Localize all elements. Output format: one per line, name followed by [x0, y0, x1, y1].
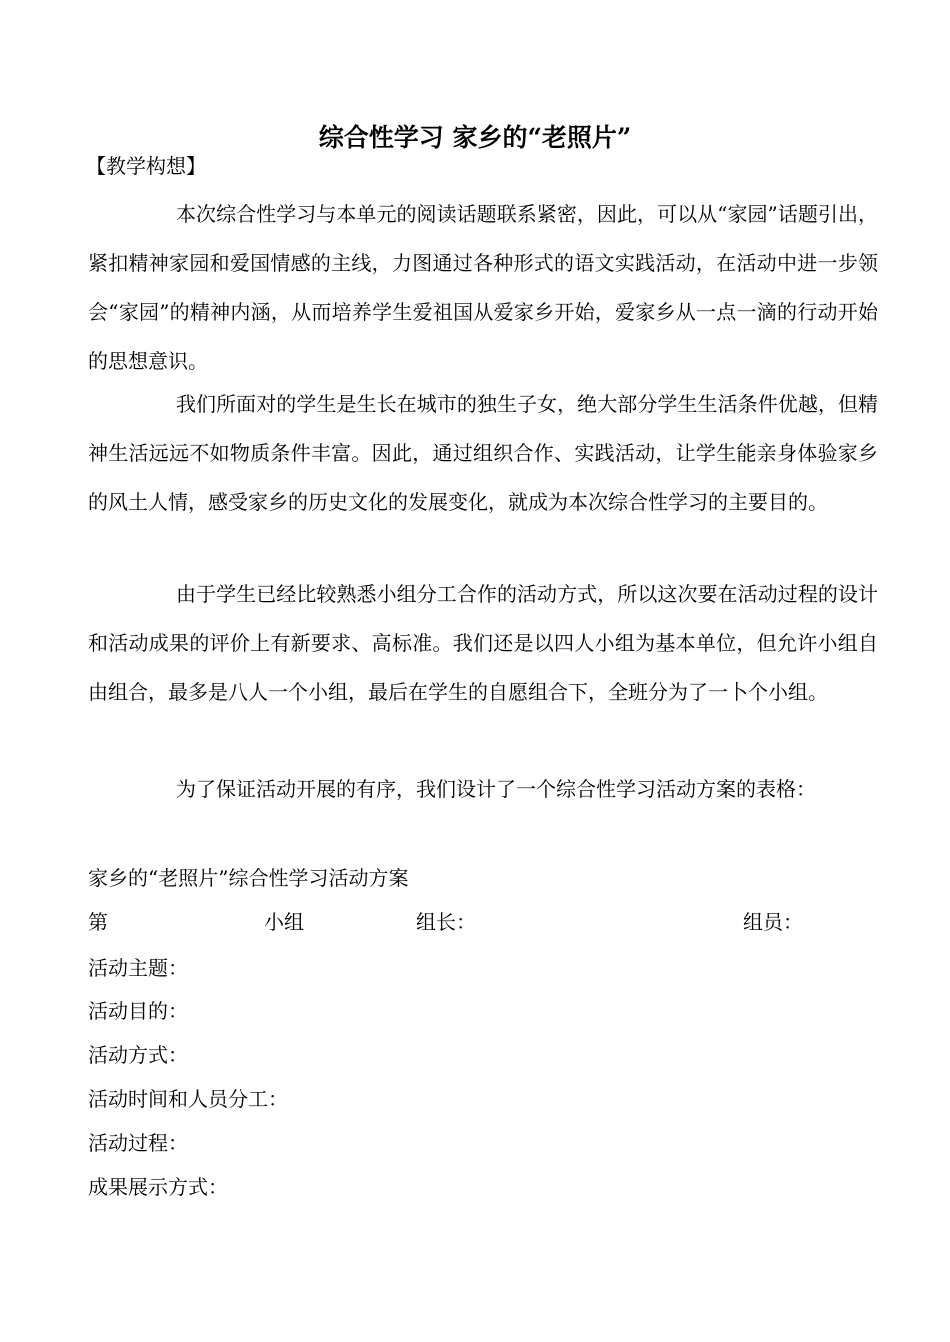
form-header-row: [0, 906, 950, 938]
field-activity-theme: 活动主题：: [88, 956, 188, 980]
form-title: 家乡的“老照片”综合性学习活动方案: [88, 866, 409, 890]
section-label: 【教学构想】: [86, 154, 206, 178]
field-activity-process: 活动过程：: [88, 1131, 188, 1155]
group-label: 小组: [264, 910, 304, 934]
group-number-label: 第: [88, 910, 108, 934]
field-result-display: 成果展示方式：: [88, 1175, 228, 1199]
paragraph-1: 本次综合性学习与本单元的阅读话题联系紧密，因此，可以从“家园”话题引出，紧扣精神家园和爱国情感的主线，力图通过各种形式的语文实践活动，在活动中进一步领会“家园”的精神内涵，从而培养学生爱祖国从爱家乡开始，爱家乡从一点一滴的行动开始的思想意识。: [88, 202, 878, 373]
members-label: 组员：: [743, 910, 803, 934]
paragraph-2: 我们所面对的学生是生长在城市的独生子女，绝大部分学生生活条件优越，但精神生活远远不如物质条件丰富。因此，通过组织合作、实践活动，让学生能亲身体验家乡的风土人情，感受家乡的历史文化的发展变化，就成为本次综合性学习的主要目的。: [88, 392, 878, 514]
paragraph-3: 由于学生已经比较熟悉小组分工合作的活动方式，所以这次要在活动过程的设计和活动成果的评价上有新要求、高标准。我们还是以四人小组为基本单位，但允许小组自由组合，最多是八人一个小组，最后在学生的自愿组合下，全班分为了一卜个小组。: [88, 582, 878, 704]
paragraph-4: 为了保证活动开展的有序，我们设计了一个综合性学习活动方案的表格：: [176, 777, 816, 801]
field-activity-time-roles: 活动时间和人员分工：: [88, 1087, 288, 1111]
leader-label: 组长：: [416, 910, 476, 934]
page-title: 综合性学习 家乡的“老照片”: [318, 123, 632, 152]
field-activity-method: 活动方式：: [88, 1043, 188, 1067]
field-activity-purpose: 活动目的：: [88, 999, 188, 1023]
